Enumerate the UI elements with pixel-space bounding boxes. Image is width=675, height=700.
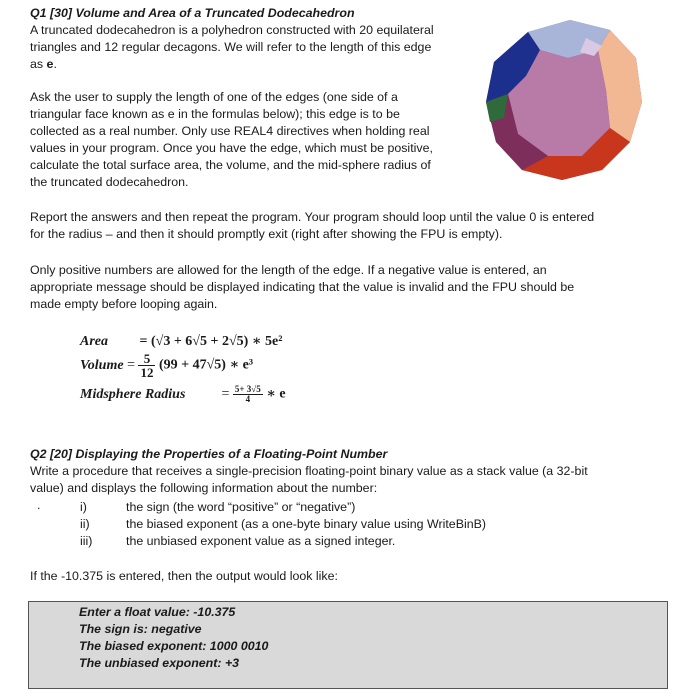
radius-fraction bbox=[233, 385, 263, 404]
radius-label: Midsphere Radius bbox=[80, 386, 186, 402]
q1-intro-line: triangles and 12 regular decagons. We will refer to the length of this edge bbox=[30, 40, 432, 54]
radius-numerator: 5+ 3√5 bbox=[234, 384, 261, 394]
q1-ask-line: collected as a real number. Only use REAL4 directives when holding real bbox=[30, 124, 430, 138]
q1-positive-line: made empty before looping again. bbox=[30, 297, 218, 311]
volume-label: Volume bbox=[80, 357, 124, 373]
volume-equals: = bbox=[127, 357, 135, 373]
radius-equals: = bbox=[221, 386, 230, 402]
q1-report-line: Report the answers and then repeat the program. Your program should loop until the value 0 is entered bbox=[30, 210, 595, 224]
q1-ask-line: Ask the user to supply the length of one of the edges (one side of a bbox=[30, 90, 398, 104]
output-line: Enter a float value: -10.375 bbox=[79, 605, 236, 619]
q1-report-paragraph bbox=[30, 209, 650, 243]
q1-ask-line: calculate the total surface area, the volume, and the mid-sphere radius of bbox=[30, 158, 431, 172]
list-item-number: i) bbox=[80, 500, 87, 514]
volume-numerator: 5 bbox=[138, 352, 155, 366]
list-item-text: the unbiased exponent value as a signed integer. bbox=[126, 534, 396, 548]
edge-variable: e bbox=[46, 57, 54, 71]
output-line: The biased exponent: 1000 0010 bbox=[79, 639, 269, 653]
q2-intro-line: Write a procedure that receives a single-precision floating-point binary value as a stack value (a 32-bit bbox=[30, 464, 588, 478]
q1-positive-line: appropriate message should be displayed indicating that the value is invalid and the FPU should be bbox=[30, 280, 575, 294]
q1-ask-line: values in your program. Once you have the edge, which must be positive, bbox=[30, 141, 433, 155]
list-bullet-dot: . bbox=[37, 498, 41, 512]
q1-title: Q1 [30] Volume and Area of a Truncated Dodecahedron bbox=[30, 6, 355, 20]
list-item-number: ii) bbox=[80, 517, 90, 531]
q1-ask-paragraph bbox=[30, 89, 470, 191]
list-item-text: the biased exponent (as a one-byte binary value using WriteBinB) bbox=[126, 517, 486, 531]
q2-list-item bbox=[80, 516, 486, 533]
area-label: Area bbox=[80, 334, 108, 349]
q1-positive-line: Only positive numbers are allowed for the length of the edge. If a negative value is entered, an bbox=[30, 263, 547, 277]
volume-fraction bbox=[138, 352, 155, 379]
truncated-dodecahedron-image bbox=[478, 10, 648, 185]
volume-formula bbox=[80, 352, 253, 379]
q1-ask-line: the truncated dodecahedron. bbox=[30, 175, 189, 189]
volume-denominator: 12 bbox=[140, 365, 154, 380]
sample-output-box bbox=[28, 601, 668, 689]
list-item-number: iii) bbox=[80, 534, 93, 548]
list-item-text: the sign (the word “positive” or “negative”) bbox=[126, 500, 356, 514]
q2-intro-line: value) and displays the following information about the number: bbox=[30, 481, 378, 495]
q1-ask-line: triangular face known as e in the formulas below); this edge is to be bbox=[30, 107, 400, 121]
output-line: The sign is: negative bbox=[79, 622, 202, 636]
area-expression: = (√3 + 6√5 + 2√5) ∗ 5e² bbox=[139, 334, 283, 349]
radius-denominator: 4 bbox=[245, 394, 251, 404]
q1-report-line: for the radius – and then it should promptly exit (right after showing the FPU is empty). bbox=[30, 227, 503, 241]
q2-example-intro: If the -10.375 is entered, then the output would look like: bbox=[30, 569, 338, 583]
q2-intro bbox=[30, 463, 650, 497]
output-line: The unbiased exponent: +3 bbox=[79, 656, 240, 670]
q1-intro-line: A truncated dodecahedron is a polyhedron constructed with 20 equilateral bbox=[30, 23, 434, 37]
q1-intro-line: as e. bbox=[30, 57, 57, 71]
q2-list-item bbox=[80, 533, 395, 550]
q2-list-item bbox=[80, 499, 355, 516]
radius-formula bbox=[80, 385, 286, 404]
area-formula bbox=[80, 333, 282, 350]
q1-intro bbox=[30, 22, 470, 73]
q1-positive-paragraph bbox=[30, 262, 650, 313]
radius-expression: ∗ e bbox=[266, 386, 286, 402]
volume-expression: (99 + 47√5) ∗ e³ bbox=[158, 357, 254, 373]
q2-title: Q2 [20] Displaying the Properties of a Floating-Point Number bbox=[30, 447, 388, 461]
